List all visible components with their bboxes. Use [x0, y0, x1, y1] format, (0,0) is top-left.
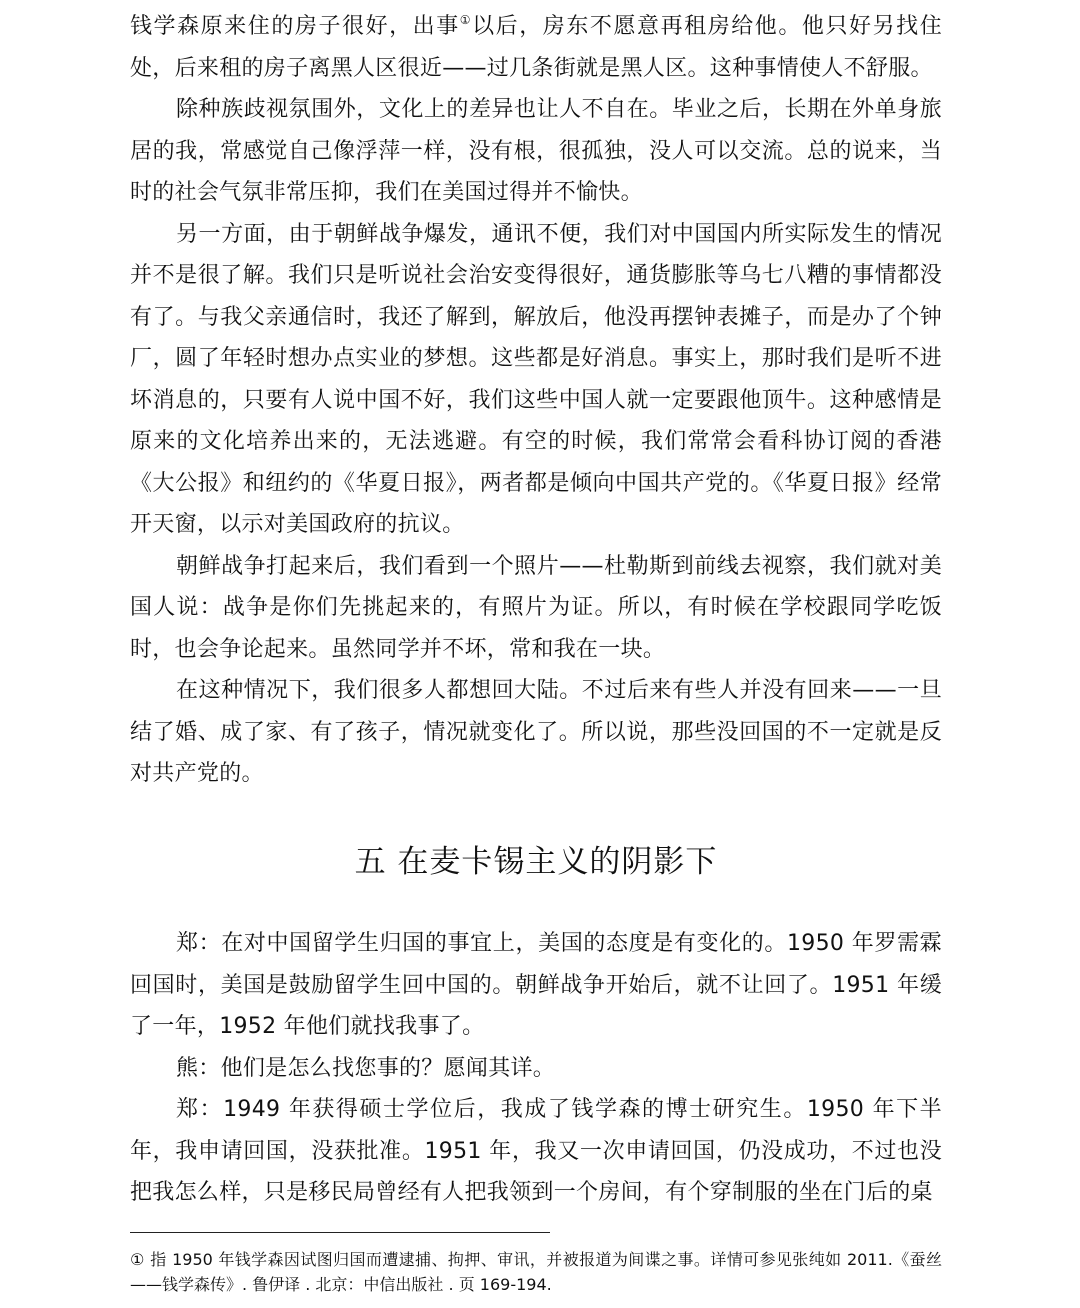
dialogue-paragraph-2: 熊：他们是怎么找您事的？愿闻其详。	[176, 1055, 556, 1081]
paragraph-1-start: 钱学森原来住的房子很好，出事	[130, 14, 460, 39]
dialogue-paragraph-1: 郑：在对中国留学生归国的事宜上，美国的态度是有变化的。1950 年罗需霖回国时，美国是鼓励留学生回中国的。朝鲜战争开始后，就不让回了。1951 年缓了一年，1952 年他们就找我事了。	[130, 931, 942, 1039]
section-heading: 五 在麦卡锡主义的阴影下	[354, 844, 718, 880]
body-text-part-2	[130, 923, 942, 1214]
paragraph-1	[130, 6, 942, 89]
paragraph-2: 除种族歧视氛围外，文化上的差异也让人不自在。毕业之后，长期在外单身旅居的我，常感觉自己像浮萍一样，没有根，很孤独，没人可以交流。总的说来，当时的社会气氛非常压抑，我们在美国过得并不愉快。	[130, 97, 942, 205]
paragraph-3: 另一方面，由于朝鲜战争爆发，通讯不便，我们对中国国内所实际发生的情况并不是很了解。我们只是听说社会治安变得很好，通货膨胀等乌七八糟的事情都没有了。与我父亲通信时，我还了解到，解放后，他没再摆钟表摊子，而是办了个钟厂，圆了年轻时想办点实业的梦想。这些都是好消息。事实上，那时我们是听不进坏消息的，只要有人说中国不好，我们这些中国人就一定要跟他顶牛。这种感情是原来的文化培养出来的，无法逃避。有空的时候，我们常常会看科协订阅的香港《大公报》和纽约的《华夏日报》，两者都是倾向中国共产党的。《华夏日报》经常开天窗，以示对美国政府的抗议。	[130, 221, 942, 537]
paragraph-1-rest: 以后，房东不愿意再租房给他。他只好另找住处，后来租的房子离黑人区很近——过几条街就是黑人区。这种事情使人不舒服。	[130, 14, 942, 81]
body-text-part-1	[130, 6, 942, 795]
paragraph-5: 在这种情况下，我们很多人都想回大陆。不过后来有些人并没有回来——一旦结了婚、成了家、有了孩子，情况就变化了。所以说，那些没回国的不一定就是反对共产党的。	[130, 678, 942, 786]
footnote: ① 指 1950 年钱学森因试图归国而遭逮捕、拘押、审讯，并被报道为间谍之事。详情可参见张纯如 2011.《蚕丝——钱学森传》. 鲁伊译 . 北京：中信出版社 . 页 169-194.	[130, 1250, 942, 1294]
footnote-marker[interactable]: ①	[459, 13, 473, 27]
paragraph-4: 朝鲜战争打起来后，我们看到一个照片——杜勒斯到前线去视察，我们就对美国人说：战争是你们先挑起来的，有照片为证。所以，有时候在学校跟同学吃饭时，也会争论起来。虽然同学并不坏，常和我在一块。	[130, 553, 942, 662]
dialogue-paragraph-3: 郑：1949 年获得硕士学位后，我成了钱学森的博士研究生。1950 年下半年，我申请回国，没获批准。1951 年，我又一次申请回国，仍没成功，不过也没把我怎么样，只是移民局曾经有人把我领到一个房间，有个穿制服的坐在门后的桌	[130, 1097, 942, 1205]
footnote-divider	[130, 1232, 550, 1233]
